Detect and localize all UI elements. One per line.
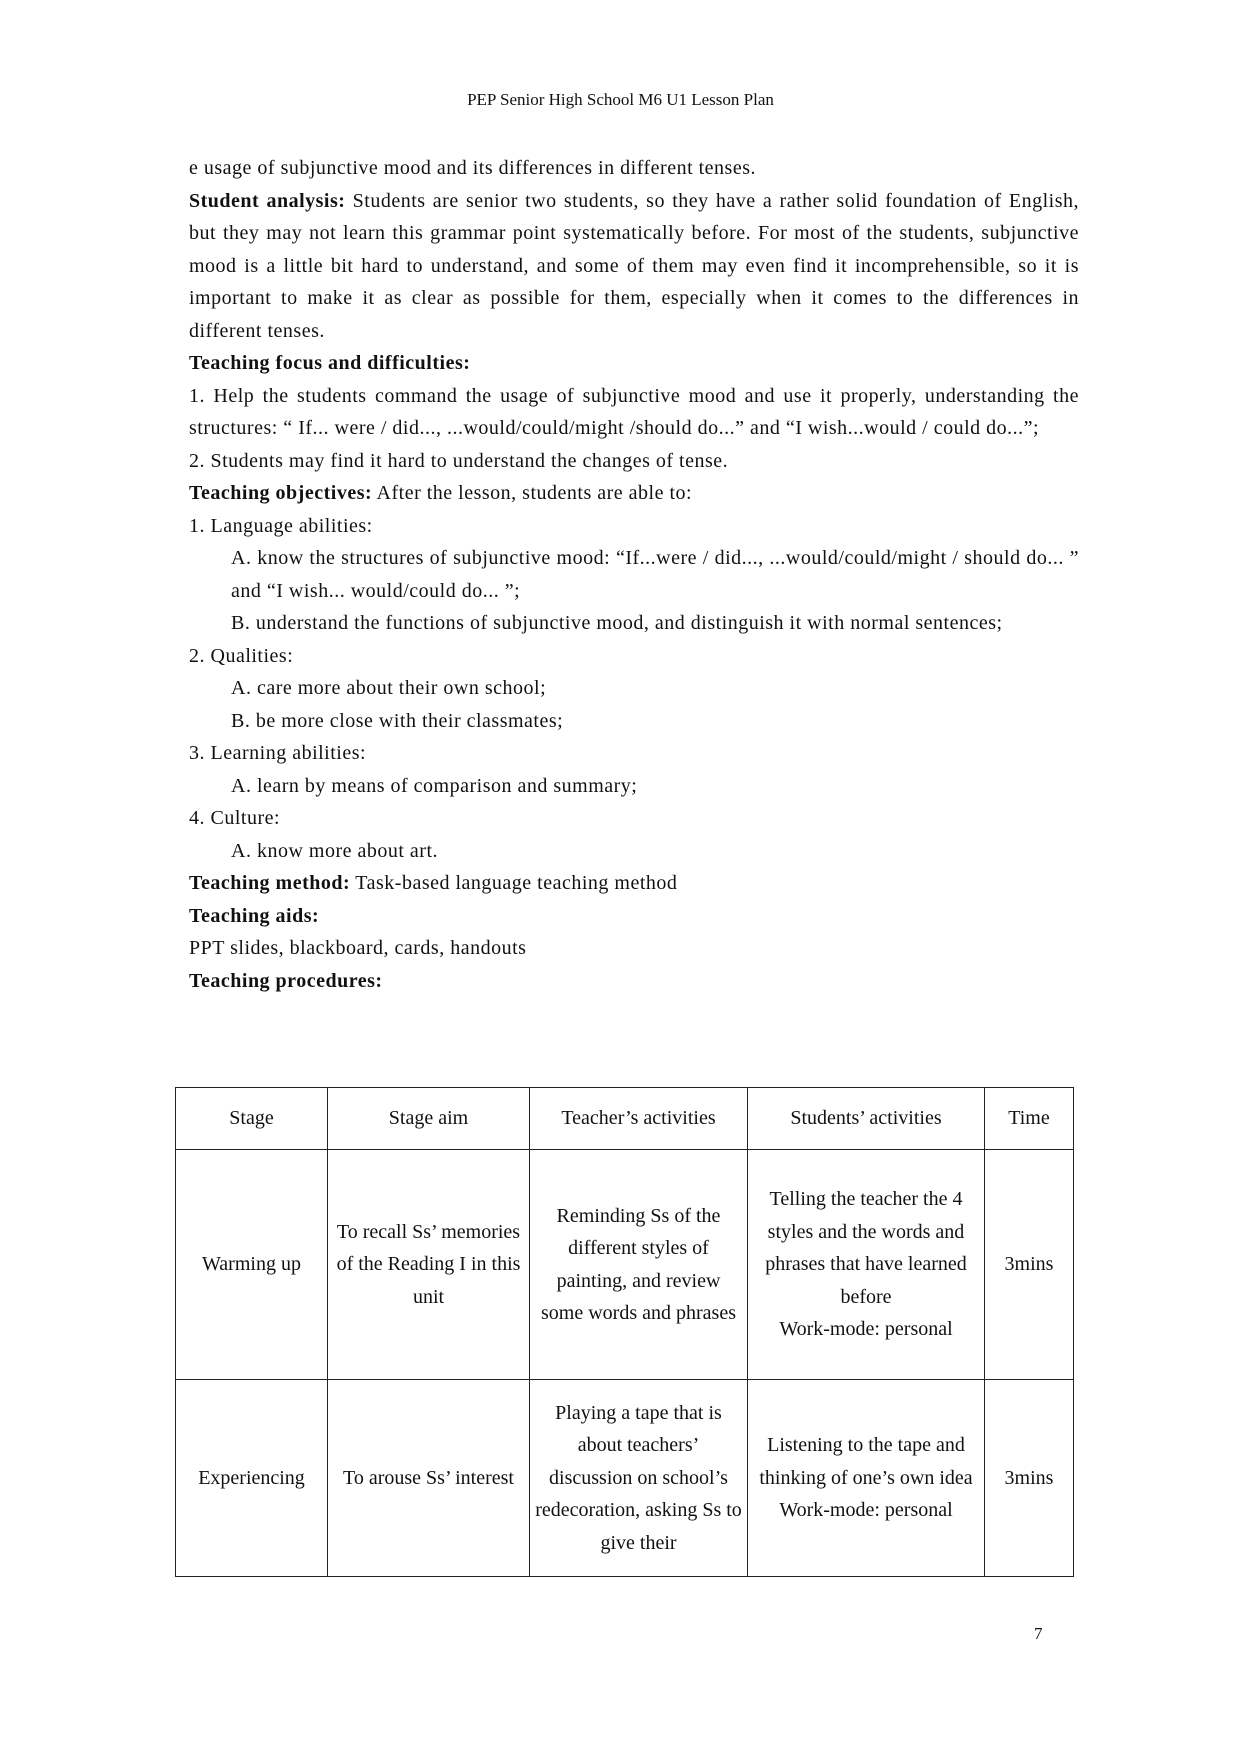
row-stage-aim: To arouse Ss’ interest: [328, 1380, 530, 1577]
row-students-activity: [748, 1150, 985, 1380]
student-analysis-text: Students are senior two students, so they have a rather solid foundation of English, but they may not learn this grammar point systematically before. For most of the students, subjunctive mood is a little bit hard to understand, and some of them may even find it incomprehensible, so it is important to make it as clear as possible for them, especially when it comes to the differences in different tenses.: [189, 189, 1079, 342]
language-abilities-title: 1. Language abilities:: [189, 514, 373, 537]
objectives-text: After the lesson, students are able to:: [372, 482, 693, 504]
header-teacher-activities: Teacher’s activities: [530, 1088, 748, 1150]
qualities-title: 2. Qualities:: [189, 644, 294, 667]
work-mode: Work-mode: personal: [779, 1318, 953, 1341]
teaching-aids-text: PPT slides, blackboard, cards, handouts: [189, 937, 527, 959]
row-stage: Warming up: [176, 1150, 328, 1380]
focus-item-2: 2. Students may find it hard to understand the changes of tense.: [189, 449, 729, 472]
header-stage: Stage: [176, 1088, 328, 1150]
row-time: 3mins: [985, 1150, 1074, 1380]
row-teacher-activity: Reminding Ss of the different styles of painting, and review some words and phrases: [530, 1150, 748, 1380]
focus-item-1: 1. Help the students command the usage of subjunctive mood and use it properly, understanding the structures: “ If... were / did..., ...would/could/might /should do...” and “I wish...would / could do...”;: [189, 384, 1079, 439]
students-activity-text: Listening to the tape and thinking of one’s own idea: [759, 1434, 973, 1489]
teaching-procedures-heading: Teaching procedures:: [189, 969, 383, 992]
student-analysis: [189, 185, 1079, 348]
page-header: PEP Senior High School M6 U1 Lesson Plan: [467, 90, 774, 109]
learning-abilities-title: 3. Learning abilities:: [189, 742, 367, 764]
teaching-method-label: Teaching method:: [189, 872, 351, 894]
row-stage: Experiencing: [176, 1380, 328, 1577]
row-time: 3mins: [985, 1380, 1074, 1577]
table-header-row: [176, 1088, 1074, 1150]
learning-abilities-a: A. learn by means of comparison and summary;: [231, 774, 638, 797]
header-stage-aim: Stage aim: [328, 1088, 530, 1150]
header-time: Time: [985, 1088, 1074, 1150]
objectives-label: Teaching objectives:: [189, 482, 373, 504]
teaching-aids-heading: Teaching aids:: [189, 904, 320, 927]
focus-heading: Teaching focus and difficulties:: [189, 352, 471, 374]
header-students-activities: Students’ activities: [748, 1088, 985, 1150]
students-activity-text: Telling the teacher the 4 styles and the words and phrases that have learned before: [765, 1188, 967, 1308]
student-analysis-label: Student analysis:: [189, 189, 346, 212]
qualities-b: B. be more close with their classmates;: [231, 709, 564, 732]
language-abilities-a: A. know the structures of subjunctive mood: “If...were / did..., ...would/could/might / should do... ” and “I wish... would/could do... ”;: [231, 547, 1079, 602]
culture-a: A. know more about art.: [231, 839, 439, 862]
row-students-activity: [748, 1380, 985, 1577]
work-mode: Work-mode: personal: [779, 1499, 953, 1522]
page-number: 7: [1034, 1624, 1043, 1643]
qualities-a: A. care more about their own school;: [231, 677, 547, 699]
row-stage-aim: To recall Ss’ memories of the Reading I in this unit: [328, 1150, 530, 1380]
table-row: [176, 1380, 1074, 1577]
intro-tail: e usage of subjunctive mood and its differences in different tenses.: [189, 157, 756, 179]
objectives: [189, 477, 1079, 510]
lesson-plan-body: [189, 152, 1079, 997]
row-teacher-activity: Playing a tape that is about teachers’ discussion on school’s redecoration, asking Ss to give their: [530, 1380, 748, 1577]
culture-title: 4. Culture:: [189, 807, 281, 829]
procedures-table: [175, 1087, 1074, 1577]
language-abilities-b: B. understand the functions of subjunctive mood, and distinguish it with normal sentences;: [231, 612, 1003, 634]
teaching-method: [189, 867, 1079, 900]
teaching-method-text: Task-based language teaching method: [350, 872, 678, 894]
table-row: [176, 1150, 1074, 1380]
